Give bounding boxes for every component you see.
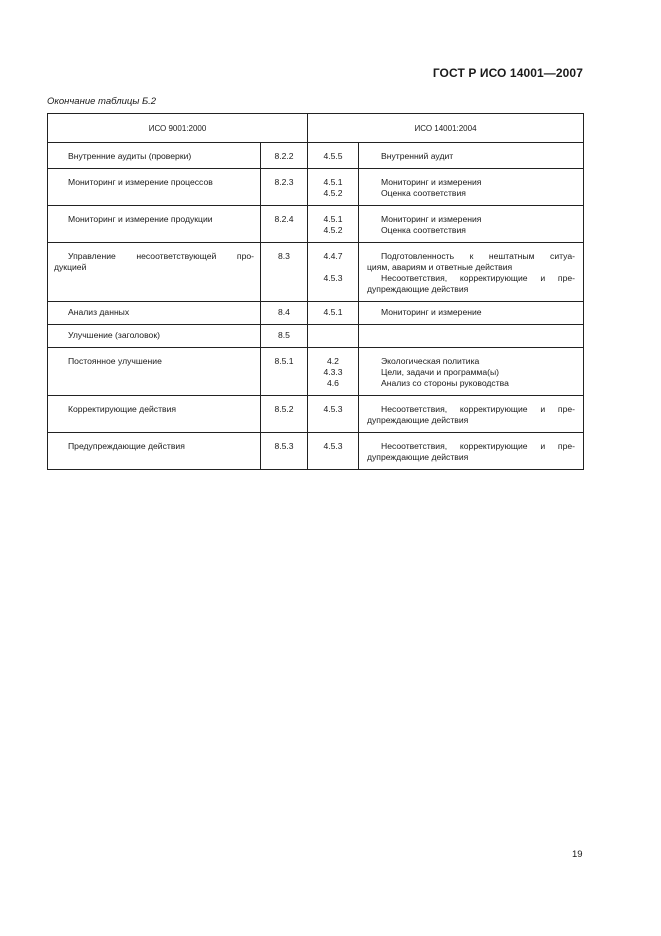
iso14001-clause-names: Мониторинг и измерения Оценка соответствия — [359, 206, 584, 243]
iso14001-clause-names: Несоответствия, корректирующие и пре- дупреждающие действия — [359, 433, 584, 470]
iso9001-clause-name: Мониторинг и измерение продукции — [48, 206, 261, 243]
iso14001-clause-numbers: 4.2 4.3.3 4.6 — [308, 348, 359, 396]
correspondence-table-container — [47, 113, 583, 470]
iso9001-clause-number: 8.5 — [261, 325, 308, 348]
table-row — [48, 169, 584, 206]
page-number: 19 — [572, 849, 583, 860]
iso14001-clause-numbers: 4.5.3 — [308, 396, 359, 433]
iso9001-clause-name: Предупреждающие действия — [48, 433, 261, 470]
iso9001-clause-name: Корректирующие действия — [48, 396, 261, 433]
table-header-row — [48, 114, 584, 143]
iso9001-clause-name: Внутренние аудиты (проверки) — [48, 143, 261, 169]
iso14001-clause-names: Внутренний аудит — [359, 143, 584, 169]
iso9001-clause-name: Улучшение (заголовок) — [48, 325, 261, 348]
iso9001-clause-number: 8.4 — [261, 302, 308, 325]
header-iso9001: ИСО 9001:2000 — [48, 114, 308, 143]
iso9001-clause-name: Управление несоответствующей про- дукцией — [48, 243, 261, 302]
table-row — [48, 302, 584, 325]
table-row — [48, 206, 584, 243]
iso14001-clause-names: Экологическая политика Цели, задачи и программа(ы) Анализ со стороны руководства — [359, 348, 584, 396]
iso14001-clause-numbers: 4.5.3 — [308, 433, 359, 470]
iso14001-clause-numbers — [308, 325, 359, 348]
iso14001-clause-numbers: 4.4.7 4.5.3 — [308, 243, 359, 302]
iso9001-clause-number: 8.2.4 — [261, 206, 308, 243]
iso14001-clause-names: Мониторинг и измерение — [359, 302, 584, 325]
table-row — [48, 325, 584, 348]
iso14001-clause-numbers: 4.5.5 — [308, 143, 359, 169]
iso14001-clause-names: Несоответствия, корректирующие и пре- дупреждающие действия — [359, 396, 584, 433]
iso9001-clause-number: 8.2.3 — [261, 169, 308, 206]
table-row — [48, 348, 584, 396]
iso14001-clause-numbers: 4.5.1 4.5.2 — [308, 169, 359, 206]
iso9001-clause-number: 8.3 — [261, 243, 308, 302]
table-row — [48, 143, 584, 169]
iso9001-clause-number: 8.5.1 — [261, 348, 308, 396]
correspondence-table — [47, 113, 584, 470]
iso9001-clause-number: 8.5.3 — [261, 433, 308, 470]
table-row — [48, 433, 584, 470]
iso14001-clause-numbers: 4.5.1 — [308, 302, 359, 325]
iso14001-clause-names: Подготовленность к нештатным ситуа- циям, авариям и ответные действия Несоответствия, корректирующие и пре- дупреждающие действия — [359, 243, 584, 302]
iso9001-clause-name: Постоянное улучшение — [48, 348, 261, 396]
iso9001-clause-name: Анализ данных — [48, 302, 261, 325]
document-code: ГОСТ Р ИСО 14001—2007 — [432, 66, 583, 80]
iso14001-clause-numbers: 4.5.1 4.5.2 — [308, 206, 359, 243]
iso14001-clause-names: Мониторинг и измерения Оценка соответствия — [359, 169, 584, 206]
table-row — [48, 396, 584, 433]
header-iso14001: ИСО 14001:2004 — [308, 114, 584, 143]
iso14001-clause-names — [359, 325, 584, 348]
iso9001-clause-name: Мониторинг и измерение процессов — [48, 169, 261, 206]
iso9001-clause-number: 8.2.2 — [261, 143, 308, 169]
table-row — [48, 243, 584, 302]
iso9001-clause-number: 8.5.2 — [261, 396, 308, 433]
table-caption: Окончание таблицы Б.2 — [47, 96, 157, 107]
